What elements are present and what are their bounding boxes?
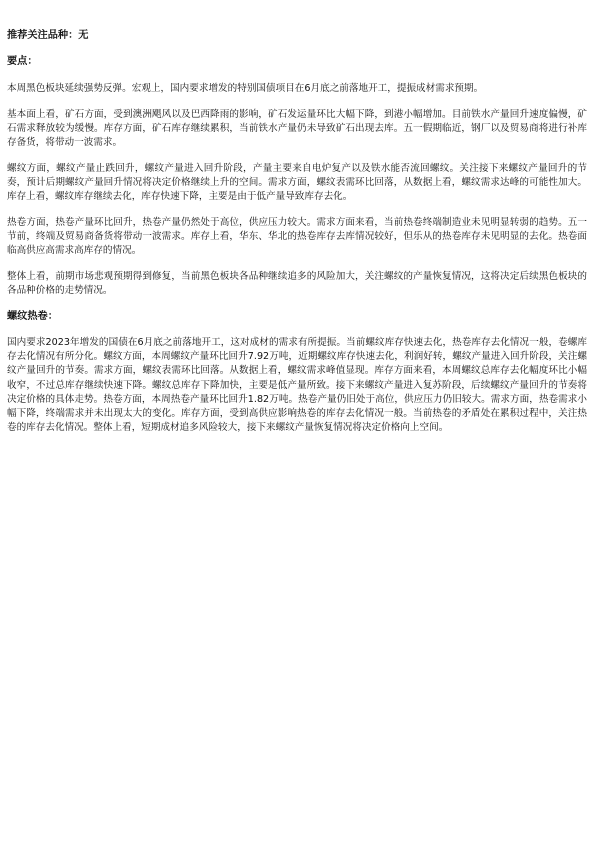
hot-rolled-coil-paragraph: 热卷方面，热卷产量环比回升，热卷产量仍然处于高位，供应压力较大。需求方面来看，当前热卷终端制造业未见明显转弱的趋势。五一节前，终端及贸易商备货将带动一波需求。库存上看，华东、华北的热卷库存去库情况较好，但乐从的热卷库存未见明显的去化。热卷面临高供应高需求高库存的情况。 [7,217,587,257]
recommended-varieties-heading: 推荐关注品种：无 [7,30,89,41]
key-points-summary: 本周黑色板块延续强势反弹。宏观上，国内要求增发的特别国债项目在6月底之前落地开工，提振成材需求预期。 [7,83,484,94]
rebar-hrc-heading: 螺纹热卷： [7,311,58,322]
iron-ore-paragraph: 基本面上看，矿石方面，受到澳洲飓风以及巴西降雨的影响，矿石发运量环比大幅下降，到港小幅增加。目前铁水产量回升速度偏慢，矿石需求释放较为缓慢。库存方面，矿石库存继续累积，当前铁水产量仍未导致矿石出现去库。五一假期临近，钢厂以及贸易商将进行补库存备货，将带动一波需求。 [7,109,587,149]
key-points-heading: 要点： [7,56,38,67]
rebar-paragraph: 螺纹方面，螺纹产量止跌回升，螺纹产量进入回升阶段，产量主要来自电炉复产以及铁水能否流回螺纹。关注接下来螺纹产量回升的节奏，预计后期螺纹产量回升情况将决定价格继续上升的空间。需求方面，螺纹表需环比回落，从数据上看，螺纹需求达峰的可能性加大。库存上看，螺纹库存继续去化，库存快速下降，主要是由于低产量导致库存去化。 [7,163,587,203]
overall-outlook-paragraph: 整体上看，前期市场悲观预期得到修复，当前黑色板块各品种继续追多的风险加大，关注螺纹的产量恢复情况，这将决定后续黑色板块的各品种价格的走势情况。 [7,271,587,297]
rebar-hrc-body: 国内要求2023年增发的国债在6月底之前落地开工，这对成材的需求有所提振。当前螺纹库存快速去化，热卷库存去化情况一般，卷螺库存去化情况有所分化。螺纹方面，本周螺纹产量环比回升7.92万吨，近期螺纹库存快速去化，利润好转，螺纹产量进入回升阶段，关注螺纹产量回升的节奏。需求方面，螺纹表需环比回落。从数据上看，螺纹需求峰值显现。库存方面来看，本周螺纹总库存去化幅度环比小幅收窄，不过总库存继续快速下降。螺纹总库存下降加快，主要是低产量所致。接下来螺纹产量进入复苏阶段，后续螺纹产量回升的节奏将决定价格的具体走势。热卷方面，本周热卷产量环比回升1.82万吨。热卷产量仍旧处于高位，供应压力仍旧较大。需求方面，热卷需求小幅下降，终端需求并未出现太大的变化。库存方面，受到高供应影响热卷的库存去化情况一般。当前热卷的矛盾处在累积过程中，关注热卷的库存去化情况。整体上看，短期成材追多风险较大，接下来螺纹产量恢复情况将决定价格向上空间。 [7,337,587,434]
